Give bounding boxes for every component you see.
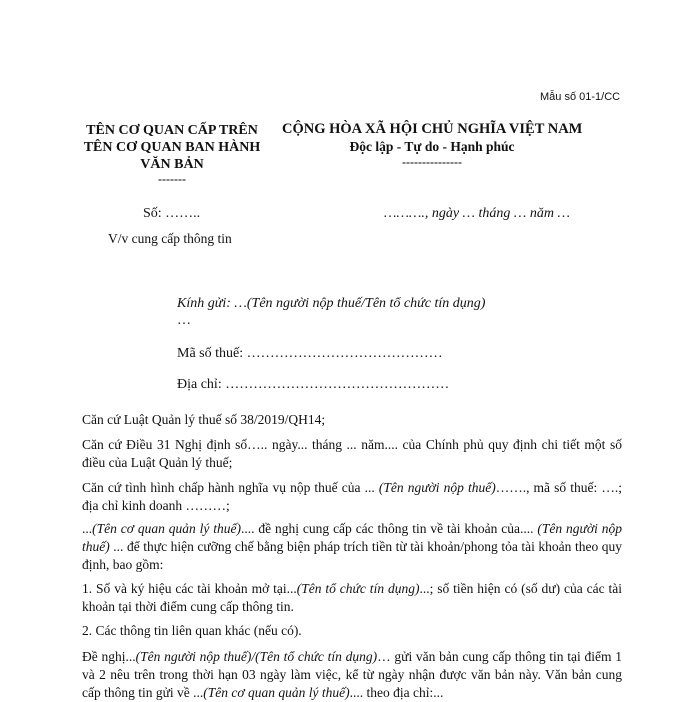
legal-basis-1: Căn cứ Luật Quản lý thuế số 38/2019/QH14; [82,412,326,427]
request-item-2: 2. Các thông tin liên quan khác (nếu có). [82,623,302,638]
closing-paragraph [82,648,622,702]
document-subject: V/v cung cấp thông tin [108,231,232,246]
p3-text-b: ……., mã số thuế: ….; địa chỉ kinh doanh ………; [82,480,622,513]
p4-text-a: ... [82,521,93,536]
p3-text-a: Căn cứ tình hình chấp hành nghĩa vụ nộp thuế của ... [82,480,379,495]
p7-recipient-names: (Tên người nộp thuế)/(Tên tổ chức tín dụng) [135,649,378,664]
legal-basis-2: Căn cứ Điều 31 Nghị định số….. ngày... tháng ... năm.... của Chính phủ quy định chi tiết một số điều của Luật Quản lý thuế; [82,437,622,470]
p5-text-b: ...; số tiền hiện có (số dư) của các tài khoản tại thời điểm cung cấp thông tin. [82,581,622,614]
recipient-address: Địa chỉ: ………………………………………… [177,377,450,392]
p7-text-a: Đề nghị... [82,649,136,664]
recipient-value: (Tên người nộp thuế/Tên tổ chức tín dụng) [246,296,486,311]
legal-basis-3 [82,479,622,515]
request-item-1 [82,580,622,616]
parent-agency-name: TÊN CƠ QUAN CẤP TRÊN [86,123,258,138]
document-number: Số: …….. [143,206,201,221]
left-header-divider: ------- [158,172,186,186]
p4-text-b: .... đề nghị cung cấp các thông tin về tài khoản của.... [241,521,538,536]
national-header [282,120,582,168]
recipient-continuation: … [177,313,191,328]
recipient-tax-code: Mã số thuế: …………………………………… [177,346,443,361]
p7-tax-agency-name: (Tên cơ quan quản lý thuế) [203,685,350,700]
issuing-agency-name: TÊN CƠ QUAN BAN HÀNH VĂN BẢN [83,140,261,172]
recipient-line [177,296,485,312]
p7-text-b: … gửi văn bản cung cấp thông tin tại điểm 1 và 2 nêu trên trong thời hạn 03 ngày làm việc, kể từ ngày nhận được văn bản này. Văn bản cung cấp thông tin gửi về ... [82,649,622,700]
recipient-label: Kính gửi: … [177,296,247,311]
date-line: ………., ngày … tháng … năm … [384,206,570,221]
national-motto: Độc lập - Tự do - Hạnh phúc [349,139,515,154]
national-title: CỘNG HÒA XÃ HỘI CHỦ NGHĨA VIỆT NAM [282,121,583,137]
right-header-divider: --------------- [402,155,462,169]
issuing-agency-header [72,122,272,185]
form-number: Mẫu số 01-1/CC [540,91,621,103]
p5-bank-name: (Tên tổ chức tín dụng) [296,581,420,596]
p4-text-c: ... để thực hiện cưỡng chế bằng biện pháp trích tiền từ tài khoản/phong tỏa tài khoản theo quy định, bao gồm: [82,539,622,572]
p4-tax-agency-name: (Tên cơ quan quản lý thuế) [92,521,242,536]
p5-text-a: 1. Số và ký hiệu các tài khoản mở tại... [82,581,297,596]
request-paragraph [82,520,622,574]
p7-text-c: .... theo địa chỉ:... [349,685,444,700]
p4-taxpayer-name: (Tên người nộp thuế) [82,521,622,554]
p3-taxpayer-name: (Tên người nộp thuế) [378,480,496,495]
